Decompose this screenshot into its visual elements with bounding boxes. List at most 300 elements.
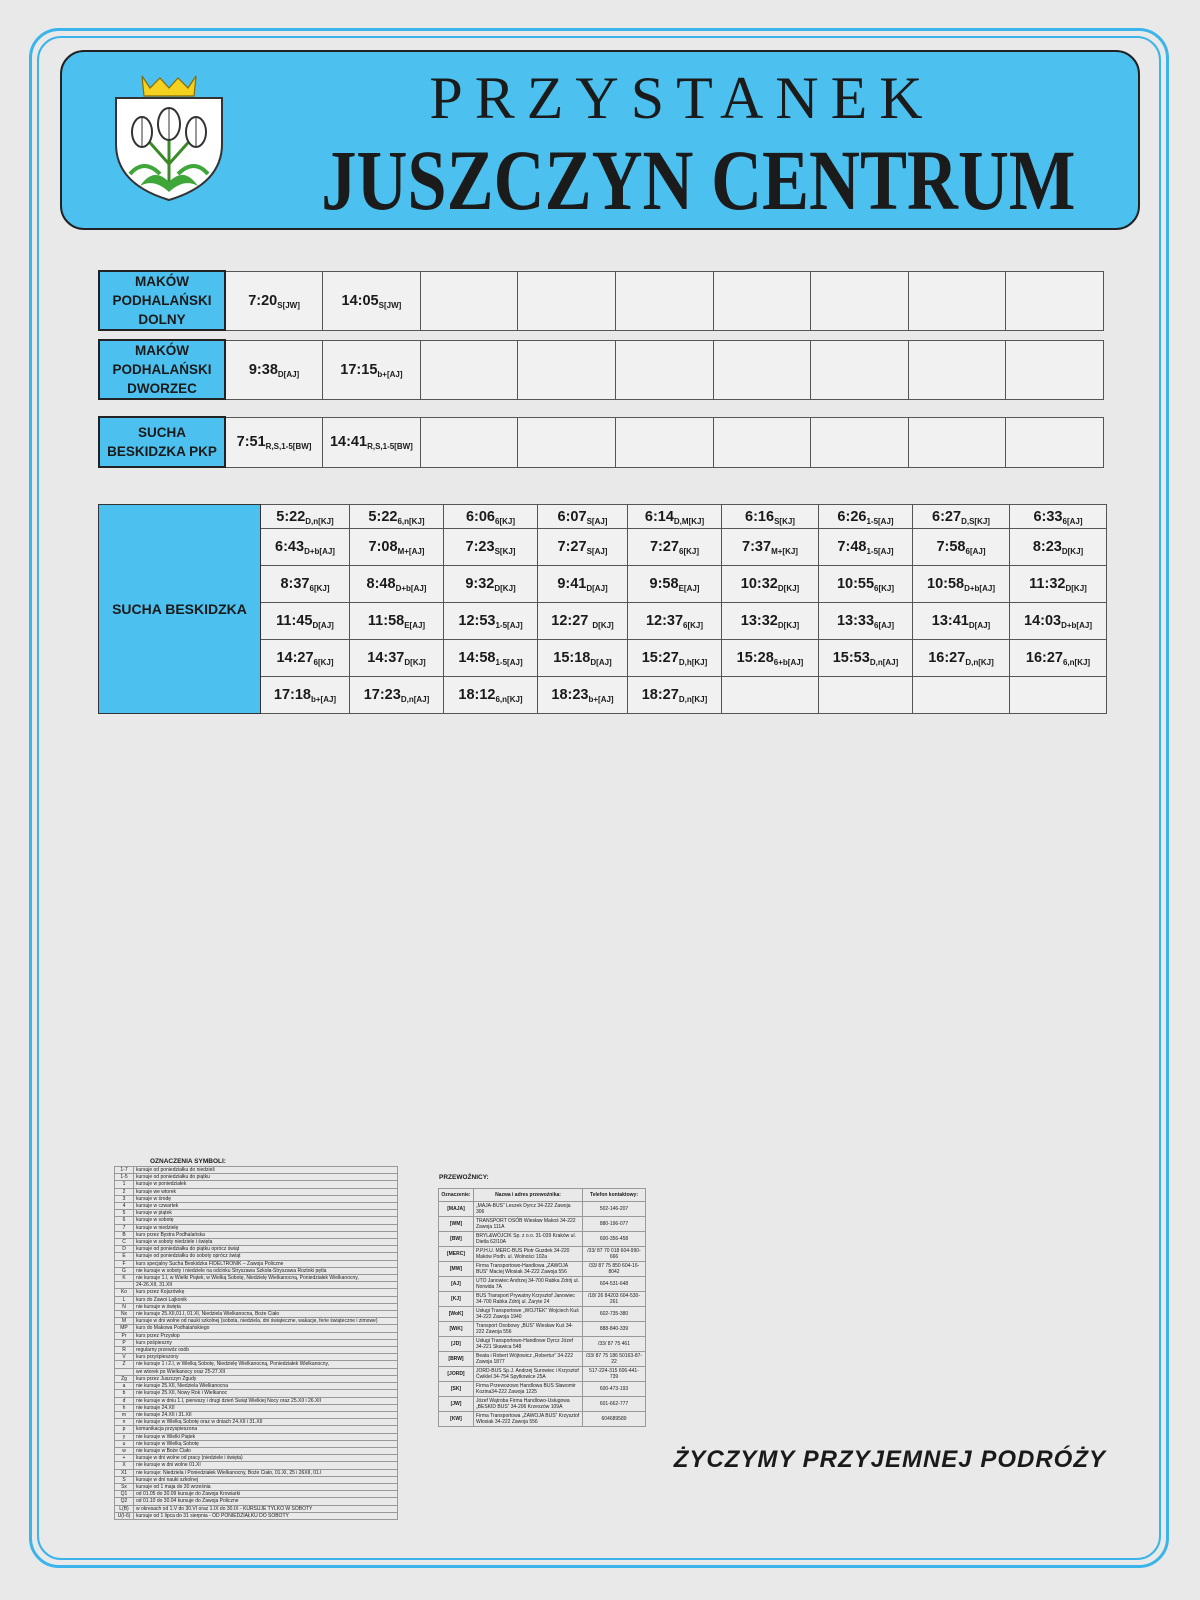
departure-code: 6,n[KJ]: [495, 695, 523, 704]
carrier-code: [MAJA]: [439, 1202, 474, 1217]
departure-code: R,S,1-5[BW]: [265, 442, 312, 451]
symbol-code: m: [115, 1411, 134, 1418]
symbol-description: nie kursuje 1 i 2.I, w Wielką Sobotę, Niedzielę Wielkanocną, Poniedziałek Wielkanocny,: [134, 1361, 398, 1368]
carrier-phone: /33/ 87 75 850 604-16-8042: [583, 1262, 646, 1277]
departure-code: 6[KJ]: [874, 584, 895, 593]
carrier-phone: 888-840-339: [583, 1322, 646, 1337]
departure-time: 12:27 $_{D[KJ]}$: [551, 613, 614, 630]
departure-time: $6:33_{6[AJ]}$: [1033, 508, 1083, 526]
time-cell: [350, 677, 444, 714]
departure-time: $8:23_{D[KJ]}$: [1032, 539, 1084, 556]
departure-time: $12:53_{1-5[AJ]}$: [458, 613, 523, 630]
symbol-description: kursuje od poniedziałku do piątku oprócz świąt: [134, 1246, 398, 1253]
symbol-code: +: [115, 1455, 134, 1462]
carrier-code: [KW]: [439, 1412, 474, 1427]
time-cell: [811, 417, 909, 467]
symbol-description: nie kursuje: Niedziela i Poniedziałek Wielkanocny, Boże Ciało, 01.XI, 25 i 26XII, 01.I: [134, 1469, 398, 1476]
carrier-name-address: Transport Osobowy „BUS” Wiesław Kuś 34-222 Zawoja 556: [474, 1322, 583, 1337]
time-cell: [323, 417, 421, 467]
symbol-description: nie kursuje w Wielką Sobotę: [134, 1440, 398, 1447]
departure-time: $11:45_{D[AJ]}$: [276, 613, 334, 630]
time-cell: [420, 417, 518, 467]
symbol-row: [115, 1462, 398, 1469]
carrier-code: [MERC]: [439, 1247, 474, 1262]
symbol-description: kursuje w czwartek: [134, 1203, 398, 1210]
symbol-row: [115, 1455, 398, 1462]
departure-time: $6:14_{D,M[KJ]}$: [644, 508, 705, 526]
carrier-row: [439, 1382, 646, 1397]
carrier-row: [439, 1322, 646, 1337]
symbol-code: 7: [115, 1224, 134, 1231]
carrier-code: [KJ]: [439, 1292, 474, 1307]
time-cell: [628, 505, 722, 529]
symbol-description: komunikacja przyspieszona: [134, 1426, 398, 1433]
route-table: [98, 339, 1104, 400]
time-cell: [1010, 640, 1107, 677]
departure-time: $7:20_{S[JW]}$: [248, 292, 300, 310]
departure-time: $18:27_{D,n[KJ]}$: [641, 687, 708, 704]
departure-time: $13:32_{D[KJ]}$: [740, 613, 800, 630]
symbol-row: [115, 1368, 398, 1375]
time-cell: [261, 640, 350, 677]
carrier-phone: /33/ 87 75 186 50163-87-22: [583, 1352, 646, 1367]
symbol-description: nie kursuje 1.I, w Wielki Piątek, w Wielką Sobotę, Niedzielę Wielkanocną, Poniedziałek Wielkanocny,: [134, 1275, 398, 1282]
departure-code: D+b[AJ]: [964, 584, 995, 593]
symbol-code: Ko: [115, 1289, 134, 1296]
time-cell: [350, 529, 444, 566]
time-cell: [518, 271, 616, 330]
symbol-code: b: [115, 1390, 134, 1397]
carrier-name-address: JORD-BUS Sp.J. Andrzej Surowiec i Krzysztof Ćwiklel 34-754 Spytkowice 25A: [474, 1367, 583, 1382]
departure-code: D+b[AJ]: [395, 584, 427, 593]
symbol-code: 4: [115, 1203, 134, 1210]
departure-code: M+[AJ]: [397, 547, 425, 556]
departure-code: D[AJ]: [586, 584, 608, 593]
departure-code: 6,n[KJ]: [397, 516, 425, 526]
symbol-code: MP: [115, 1325, 134, 1332]
carrier-name-address: TRANSPORT OSÓB Wiesław Makoś 34-222 Zawoja 111A: [474, 1217, 583, 1232]
departure-code: R,S,1-5[BW]: [367, 442, 413, 451]
coat-of-arms-icon: [110, 74, 228, 202]
carrier-row: [439, 1232, 646, 1247]
symbol-description: kursuje od poniedziałku do soboty oprócz świąt: [134, 1253, 398, 1260]
time-cell: [1010, 603, 1107, 640]
symbol-description: kursuje w poniedziałek: [134, 1181, 398, 1188]
carrier-phone: 600-473-193: [583, 1382, 646, 1397]
symbol-description: kursuje od poniedziałku do piątku: [134, 1174, 398, 1181]
carrier-code: [BW]: [439, 1232, 474, 1247]
symbol-description: od 01.10 do 30.04 kursuje do Zawoja Policzne: [134, 1498, 398, 1505]
time-cell: [722, 677, 819, 714]
carrier-name-address: BRYL&WÓJCIK Sp. z o.o. 31-039 Kraków ul. Dietla 62/10A: [474, 1232, 583, 1247]
time-cell: [1010, 529, 1107, 566]
symbol-row: [115, 1275, 398, 1282]
carrier-code: [JW]: [439, 1397, 474, 1412]
time-cell: [538, 677, 628, 714]
departure-code: 6+b[AJ]: [773, 658, 804, 667]
departure-code: D+b[AJ]: [1061, 621, 1092, 630]
time-cell: [261, 677, 350, 714]
time-cell: [261, 603, 350, 640]
time-cell: [444, 640, 538, 677]
symbol-code: U(I-6): [115, 1512, 134, 1519]
time-cell: [350, 640, 444, 677]
departure-time: $7:08_{M+[AJ]}$: [368, 539, 425, 556]
time-cell: [722, 505, 819, 529]
departure-time: $7:58_{6[AJ]}$: [936, 539, 986, 556]
time-cell: [722, 603, 819, 640]
carrier-name-address: Beata i Robert Wójtowicz „Robertur” 34-222 Zawoja 1877: [474, 1352, 583, 1367]
time-cell: [225, 340, 323, 399]
departure-code: 1-5[AJ]: [495, 658, 523, 667]
symbol-description: w okresach od 1.V do 30.VI oraz 1.IX do 30.IX - KURSUJE TYLKO W SOBOTY: [134, 1505, 398, 1512]
time-cell: [323, 340, 421, 399]
time-cell: [908, 340, 1006, 399]
symbol-description: kursuje od 1 lipca do 31 sierpnia - OD PONIEDZIAŁKU DO SOBOTY: [134, 1512, 398, 1519]
symbol-description: kursuje od 1 maja do 30 września: [134, 1483, 398, 1490]
symbol-code: M: [115, 1318, 134, 1325]
stop-name-title: JUSZCZYN CENTRUM: [321, 132, 1076, 228]
symbol-row: [115, 1375, 398, 1382]
departure-time: $15:18_{D[AJ]}$: [553, 650, 612, 667]
carrier-row: [439, 1247, 646, 1262]
time-cell: [913, 566, 1010, 603]
symbol-code: G: [115, 1267, 134, 1274]
main-route-table: [98, 504, 1107, 714]
symbol-code: Q1: [115, 1491, 134, 1498]
departure-time: $15:28_{6+b[AJ]}$: [736, 650, 804, 667]
symbol-description: kurs do Zawoi Lajkonik: [134, 1296, 398, 1303]
time-cell: [1006, 271, 1104, 330]
symbol-code: p: [115, 1426, 134, 1433]
symbol-code: 6: [115, 1217, 134, 1224]
destination-stop: [99, 505, 261, 714]
departure-code: D[AJ]: [590, 658, 612, 667]
symbol-row: [115, 1267, 398, 1274]
symbol-description: nie kursuje 24.XII: [134, 1404, 398, 1411]
destination-stop: [99, 340, 225, 399]
time-cell: [1010, 566, 1107, 603]
symbol-row: [115, 1217, 398, 1224]
carrier-code: [MW]: [439, 1262, 474, 1277]
carrier-row: [439, 1262, 646, 1277]
departure-time: $6:07_{S[AJ]}$: [557, 508, 608, 526]
departure-code: S[AJ]: [586, 547, 608, 556]
carrier-name-address: Firma Przewozowo Handlowa BUS Sławomir Kozina34-222 Zawoja 1225: [474, 1382, 583, 1397]
route-table: [98, 416, 1104, 468]
symbols-title: OZNACZENIA SYMBOLI:: [150, 1158, 226, 1165]
departure-code: 6[KJ]: [495, 516, 516, 526]
carrier-name-address: Usługi Transportowo-Handlowe Dyrcz Józef 34-221 Skawica 548: [474, 1337, 583, 1352]
symbol-row: [115, 1311, 398, 1318]
departure-code: D[AJ]: [277, 369, 300, 379]
departure-time: $7:48_{1-5[AJ]}$: [837, 539, 894, 556]
symbol-row: [115, 1289, 398, 1296]
symbol-code: Nx: [115, 1311, 134, 1318]
carrier-name-address: Firma Transportowo-Handlowa „ZAWOJA BUS” Maciej Włosiak 34-222 Zawoja 556: [474, 1262, 583, 1277]
departure-code: 6[KJ]: [679, 547, 700, 556]
symbol-description: kurs przez Kojszówkę: [134, 1289, 398, 1296]
symbol-row: [115, 1491, 398, 1498]
destination-name-line: MAKÓW: [135, 274, 189, 289]
departure-code: D[AJ]: [968, 621, 991, 630]
symbol-code: a: [115, 1383, 134, 1390]
symbol-code: 3: [115, 1195, 134, 1202]
carrier-name-address: UTO Janowiec Andrzej 34-700 Rabka Zdrój ul. Norwida 7A: [474, 1277, 583, 1292]
symbol-description: kurs pośpieszny: [134, 1339, 398, 1346]
symbol-code: D: [115, 1246, 134, 1253]
departure-time: $13:41_{D[AJ]}$: [931, 613, 991, 630]
departure-time: $14:37_{D[KJ]}$: [367, 650, 426, 667]
symbol-code: Q2: [115, 1498, 134, 1505]
symbol-description: kursuje w niedzielę: [134, 1224, 398, 1231]
carrier-phone: 600-356-458: [583, 1232, 646, 1247]
time-cell: [628, 566, 722, 603]
departure-code: 6,n[KJ]: [1062, 658, 1091, 667]
destination-stop: [99, 417, 225, 467]
time-cell: [908, 417, 1006, 467]
departure-time: $17:15_{b+[AJ]}$: [340, 361, 403, 379]
symbol-row: [115, 1210, 398, 1217]
departure-code: S[KJ]: [774, 516, 795, 526]
time-cell: [323, 271, 421, 330]
departure-code: 6[AJ]: [874, 621, 895, 630]
carrier-code: [JORD]: [439, 1367, 474, 1382]
departure-time: $9:32_{D[KJ]}$: [465, 576, 516, 593]
symbol-row: [115, 1203, 398, 1210]
route-table: [98, 270, 1104, 331]
symbol-code: Pr: [115, 1332, 134, 1339]
departure-code: E[AJ]: [404, 621, 426, 630]
time-cell: [913, 505, 1010, 529]
departure-code: S[JW]: [277, 300, 300, 310]
departure-time: $16:27_{D,n[KJ]}$: [928, 650, 994, 667]
departure-time: $9:41_{D[AJ]}$: [557, 576, 608, 593]
time-cell: [913, 603, 1010, 640]
carrier-name-address: Firma Transportowa „ZAWOJA BUS” Krzysztof Włosiak 34-222 Zawoja 556: [474, 1412, 583, 1427]
departure-code: S[JW]: [378, 300, 402, 310]
departure-time: $7:51_{R,S,1-5[BW]}$: [236, 434, 312, 451]
symbol-description: nie kursuje 24.XII i 31.XII: [134, 1411, 398, 1418]
symbol-code: Sx: [115, 1483, 134, 1490]
carrier-row: [439, 1277, 646, 1292]
symbol-row: [115, 1296, 398, 1303]
carriers-header-row: [439, 1189, 646, 1202]
symbol-code: B: [115, 1231, 134, 1238]
departure-time: $10:55_{6[KJ]}$: [836, 576, 895, 593]
symbol-row: [115, 1231, 398, 1238]
departure-code: 6[AJ]: [1062, 516, 1083, 526]
symbol-row: [115, 1354, 398, 1361]
departure-code: D[KJ]: [494, 584, 516, 593]
symbol-description: regularny przewóz osób: [134, 1347, 398, 1354]
departure-code: M+[KJ]: [771, 547, 798, 556]
departure-time: $15:53_{D,n[AJ]}$: [832, 650, 899, 667]
symbol-row: [115, 1361, 398, 1368]
symbol-description: kursuje w dni wolne od nauki szkolnej (sobota, niedziela, dni świąteczne, wakacje, ferie świąteczne i zimowe): [134, 1318, 398, 1325]
time-cell: [819, 603, 913, 640]
symbol-code: X1: [115, 1469, 134, 1476]
departure-code: D[KJ]: [1065, 584, 1087, 593]
carriers-table: [438, 1188, 646, 1427]
time-cell: [538, 529, 628, 566]
symbol-row: [115, 1318, 398, 1325]
time-cell: [1006, 340, 1104, 399]
departure-time: $8:48_{D+b[AJ]}$: [366, 576, 427, 593]
time-cell: [713, 271, 811, 330]
departure-time: $14:03_{D+b[AJ]}$: [1024, 613, 1092, 630]
time-cell: [444, 529, 538, 566]
symbol-description: kursuje w sobotę: [134, 1217, 398, 1224]
time-cell: [420, 340, 518, 399]
carriers-title: PRZEWOŹNICY:: [439, 1174, 489, 1181]
time-cell: [713, 340, 811, 399]
time-cell: [628, 529, 722, 566]
time-cell: [913, 640, 1010, 677]
symbols-table: [114, 1166, 398, 1520]
symbol-row: [115, 1397, 398, 1404]
time-cell: [261, 566, 350, 603]
time-cell: [444, 603, 538, 640]
symbol-row: [115, 1440, 398, 1447]
time-cell: [811, 340, 909, 399]
departure-time: $6:26_{1-5[AJ]}$: [837, 508, 894, 526]
departure-time: $11:32_{D[KJ]}$: [1029, 576, 1087, 593]
symbol-row: [115, 1512, 398, 1519]
departure-time: $6:27_{D,S[KJ]}$: [932, 508, 990, 526]
carrier-row: [439, 1292, 646, 1307]
carrier-row: [439, 1202, 646, 1217]
time-cell: [819, 505, 913, 529]
time-cell: [261, 505, 350, 529]
time-cell: [722, 566, 819, 603]
symbol-code: [115, 1282, 134, 1289]
symbol-row: [115, 1476, 398, 1483]
departure-time: $7:27_{S[AJ]}$: [557, 539, 608, 556]
symbol-code: [115, 1368, 134, 1375]
departure-code: S[KJ]: [494, 547, 516, 556]
time-cell: [615, 271, 713, 330]
departure-code: 6[KJ]: [309, 584, 330, 593]
symbol-row: [115, 1339, 398, 1346]
symbol-row: [115, 1505, 398, 1512]
departure-time: $14:41_{R,S,1-5[BW]}$: [329, 434, 413, 451]
departure-code: b+[AJ]: [310, 695, 337, 704]
symbol-description: nie kursuje w Boże Ciało: [134, 1447, 398, 1454]
symbol-code: 1-7: [115, 1167, 134, 1174]
carrier-phone: 517-224-315 606-441-739: [583, 1367, 646, 1382]
departure-time: $9:38_{D[AJ]}$: [248, 361, 300, 379]
carrier-row: [439, 1412, 646, 1427]
departure-code: D[KJ]: [777, 621, 800, 630]
departure-code: 6[KJ]: [683, 621, 704, 630]
carrier-code: [BRW]: [439, 1352, 474, 1367]
time-cell: [261, 529, 350, 566]
departure-code: D[KJ]: [777, 584, 800, 593]
symbol-row: [115, 1224, 398, 1231]
symbol-code: 2: [115, 1188, 134, 1195]
departure-time: $6:06_{6[KJ]}$: [465, 508, 516, 526]
carrier-phone: /33/ 87 75 461: [583, 1337, 646, 1352]
symbol-description: kursuje w dni nauki szkolnej: [134, 1476, 398, 1483]
symbol-description: nie kursuje w soboty i niedziele na odcinku Stryszawa Szkoła-Stryszawa Roztoki pętla: [134, 1267, 398, 1274]
carrier-code: [SK]: [439, 1382, 474, 1397]
time-cell: [819, 640, 913, 677]
symbol-description: kurs przez Bystra Podhalańska: [134, 1231, 398, 1238]
symbol-description: 24-26.XII, 31.XII: [134, 1282, 398, 1289]
carrier-phone: 604-531-648: [583, 1277, 646, 1292]
carrier-row: [439, 1307, 646, 1322]
symbol-description: od 01.05 do 30.09 kursuje do Zawoja Krowiarki: [134, 1491, 398, 1498]
symbol-row: [115, 1188, 398, 1195]
symbol-row: [115, 1195, 398, 1202]
symbol-code: V: [115, 1354, 134, 1361]
carrier-row: [439, 1217, 646, 1232]
carriers-header-cell: Telefon kontaktowy:: [583, 1189, 646, 1202]
time-cell: [350, 505, 444, 529]
time-cell: [615, 417, 713, 467]
symbol-description: nie kursuje w Wielką Sobotę oraz w dniach 24.XII i 31.XII: [134, 1419, 398, 1426]
departure-code: 1-5[AJ]: [866, 547, 894, 556]
symbol-row: [115, 1426, 398, 1433]
symbol-row: [115, 1483, 398, 1490]
symbol-row: [115, 1447, 398, 1454]
departure-time: $14:27_{6[KJ]}$: [276, 650, 334, 667]
time-cell: [713, 417, 811, 467]
time-cell: [518, 340, 616, 399]
symbol-row: [115, 1433, 398, 1440]
time-cell: [350, 603, 444, 640]
time-cell: [538, 505, 628, 529]
symbol-description: nie kursuje w święta: [134, 1303, 398, 1310]
time-cell: [538, 640, 628, 677]
departure-time: $15:27_{D,h[KJ]}$: [641, 650, 708, 667]
carrier-code: [WiK]: [439, 1322, 474, 1337]
destination-name-line: DOLNY: [138, 312, 186, 327]
farewell-message: ŻYCZYMY PRZYJEMNEJ PODRÓŻY: [673, 1446, 1106, 1473]
departure-time: $7:27_{6[KJ]}$: [649, 539, 700, 556]
symbol-code: F: [115, 1260, 134, 1267]
symbol-row: [115, 1419, 398, 1426]
symbol-description: kursuje w piątek: [134, 1210, 398, 1217]
departure-time: $11:58_{E[AJ]}$: [367, 613, 426, 630]
symbol-row: [115, 1498, 398, 1505]
departure-time: $18:23_{b+[AJ]}$: [551, 687, 614, 704]
departure-code: D,n[KJ]: [965, 658, 994, 667]
time-cell: [628, 603, 722, 640]
time-cell: [722, 640, 819, 677]
departure-code: D,n[AJ]: [400, 695, 430, 704]
symbol-code: u: [115, 1440, 134, 1447]
header-banner: [60, 50, 1140, 230]
title-prefix: PRZYSTANEK: [429, 65, 935, 131]
departure-code: E[AJ]: [678, 584, 700, 593]
carrier-code: [WM]: [439, 1217, 474, 1232]
time-cell: [1010, 677, 1107, 714]
time-cell: [819, 566, 913, 603]
symbol-description: kurs specjalny Sucha Beskidzka FIDELTRONIK – Zawoja Policzne: [134, 1260, 398, 1267]
departure-time: $6:43_{D+b[AJ]}$: [275, 539, 335, 556]
departure-code: 1-5[AJ]: [866, 516, 894, 526]
departure-time: $8:37_{6[KJ]}$: [280, 576, 330, 593]
time-cell: [819, 529, 913, 566]
carrier-phone: /33/ 87 70 018 604-990-666: [583, 1247, 646, 1262]
time-cell: [628, 677, 722, 714]
departure-code: D,n[KJ]: [678, 695, 708, 704]
departure-code: D[AJ]: [312, 621, 334, 630]
destination-name-line: SUCHA: [137, 425, 186, 440]
symbol-code: w: [115, 1447, 134, 1454]
